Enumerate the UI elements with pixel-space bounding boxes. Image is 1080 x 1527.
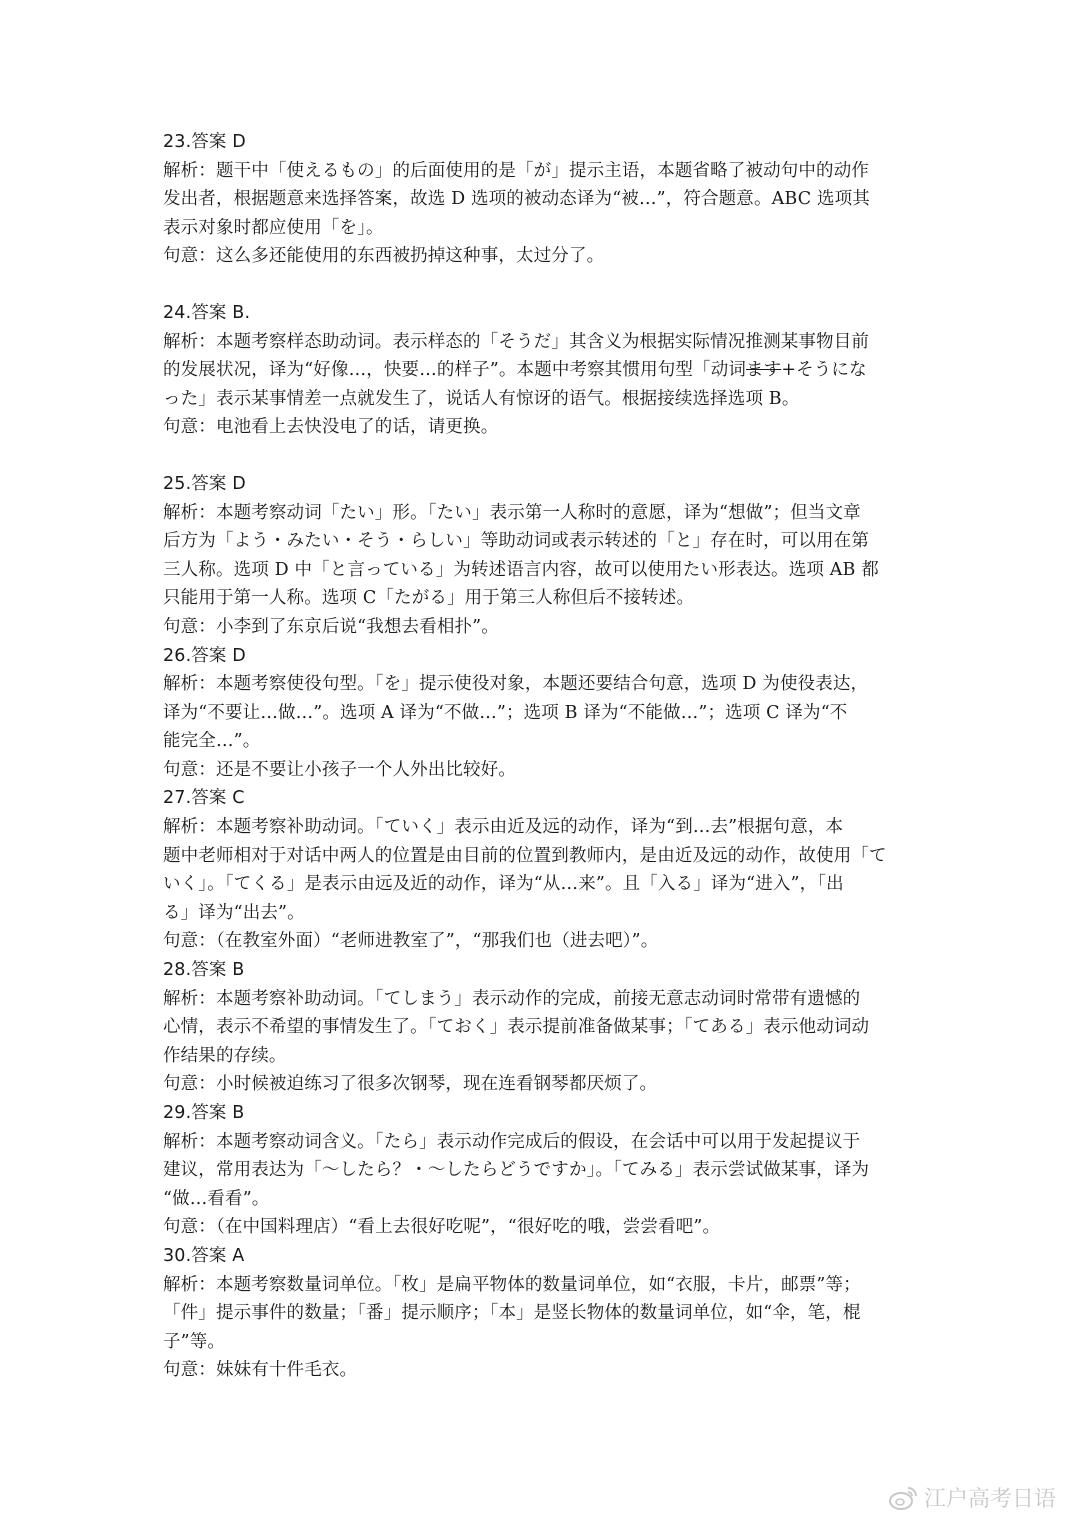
explanation-line: 题中老师相对于对话中两人的位置是由目前的位置到教师内，是由近及远的动作，故使用「て bbox=[163, 845, 887, 866]
explanation-line: る」译为“出去”。 bbox=[163, 902, 305, 923]
answer-heading: 30.答案 A bbox=[163, 1245, 245, 1266]
explanation-line: 解析：本题考察动词「たい」形。「たい」表示第一人称时的意愿，译为“想做”；但当文章 bbox=[163, 502, 861, 523]
explanation-line: 三人称。选项 D 中「と言っている」为转述语言内容，故可以使用たい形表达。选项 AB 都 bbox=[163, 559, 879, 580]
answer-heading: 28.答案 B bbox=[163, 960, 245, 981]
answer-heading: 23.答案 D bbox=[163, 132, 246, 152]
explanation-line: 解析：本题考察使役句型。「を」提示使役对象，本题还要结合句意，选项 D 为使役表达， bbox=[163, 674, 869, 695]
explanation-line: 能完全…”。 bbox=[163, 731, 261, 752]
explanation-line: 心情，表示不希望的事情发生了。「ておく」表示提前准备做某事；「てある」表示他动词动 bbox=[163, 1017, 870, 1038]
explanation-line: 解析：本题考察补助动词。「ていく」表示由近及远的动作，译为“到…去”根据句意，本 bbox=[163, 817, 844, 838]
explanation-line: 解析：题干中「使えるもの」的后面使用的是「が」提示主语，本题省略了被动句中的动作 bbox=[163, 160, 869, 181]
watermark bbox=[888, 1482, 1056, 1513]
explanation-line: 「件」提示事件的数量；「番」提示顺序；「本」是竖长物体的数量词单位，如“伞，笔，棍 bbox=[163, 1303, 861, 1324]
explanation-line: 发出者，根据题意来选择答案，故选 D 选项的被动态译为“被…”，符合题意。ABC 选项其 bbox=[163, 189, 870, 210]
answer-heading: 24.答案 B. bbox=[163, 302, 251, 323]
explanation-line: いく」。「てくる」是表示由远及近的动作，译为“从…来”。且「入る」译为“进入”，「出 bbox=[163, 874, 844, 895]
explanation-line: 后方为「よう・みたい・そう・らしい」等助动词或表示转述的「と」存在时，可以用在第 bbox=[163, 531, 869, 552]
answer-item-23 bbox=[163, 128, 921, 271]
weibo-icon bbox=[888, 1485, 918, 1511]
watermark-text: 江户高考日语 bbox=[923, 1487, 1056, 1512]
sentence-meaning: 句意：（在教室外面）“老师进教室了”，“那我们也（进去吧）”。 bbox=[163, 931, 659, 952]
explanation-line: 子”等。 bbox=[163, 1331, 226, 1352]
sentence-meaning: 句意：小李到了东京后说“我想去看相扑”。 bbox=[163, 616, 499, 637]
explanation-line: 解析：本题考察数量词单位。「枚」是扁平物体的数量词单位，如“衣服，卡片，邮票”等； bbox=[163, 1274, 861, 1295]
explanation-text: 的发展状况，译为“好像…，快要…的样子”。本题中考察其惯用句型「动词 bbox=[163, 360, 746, 381]
answer-heading: 27.答案 C bbox=[163, 788, 245, 809]
sentence-meaning: 句意：还是不要让小孩子一个人外出比较好。 bbox=[163, 759, 516, 780]
answer-item-28 bbox=[163, 956, 921, 1099]
explanation-line: 解析：本题考察补助动词。「てしまう」表示动作的完成，前接无意志动词时常带有遗憾的 bbox=[163, 988, 861, 1009]
explanation-line: 解析：本题考察动词含义。「たら」表示动作完成后的假设，在会话中可以用于发起提议于 bbox=[163, 1131, 861, 1152]
explanation-line: 表示对象时都应使用「を」。 bbox=[163, 217, 384, 238]
explanation-line: 解析：本题考察样态助动词。表示样态的「そうだ」其含义为根据实际情况推测某事物目前 bbox=[163, 331, 869, 352]
sentence-meaning: 句意：电池看上去快没电了的话，请更换。 bbox=[163, 417, 499, 438]
answer-item-24 bbox=[163, 299, 921, 442]
struck-text: ます bbox=[746, 360, 782, 381]
answer-item-29 bbox=[163, 1099, 921, 1242]
answer-heading: 26.答案 D bbox=[163, 645, 246, 666]
explanation-line bbox=[163, 356, 921, 385]
explanation-text: +そうにな bbox=[781, 360, 867, 381]
answer-item-27 bbox=[163, 784, 921, 956]
explanation-line: 作结果的存续。 bbox=[163, 1045, 287, 1066]
sentence-meaning: 句意：小时候被迫练习了很多次钢琴，现在连看钢琴都厌烦了。 bbox=[163, 1074, 658, 1095]
answer-item-26 bbox=[163, 642, 921, 785]
explanation-line: 建议，常用表达为「～したら？・～したらどうですか」。「てみる」表示尝试做某事，译为 bbox=[163, 1160, 870, 1181]
explanation-line: 译为“不要让…做…”。选项 A 译为“不做…”；选项 B 译为“不能做…”；选项 C 译为“不 bbox=[163, 702, 848, 723]
answer-item-25 bbox=[163, 470, 921, 642]
sentence-meaning: 句意：妹妹有十件毛衣。 bbox=[163, 1360, 358, 1381]
explanation-line: 只能用于第一人称。选项 C「たがる」用于第三人称但后不接转述。 bbox=[163, 588, 695, 609]
explanation-line: った」表示某事情差一点就发生了，说话人有惊讶的语气。根据接续选择选项 B。 bbox=[163, 388, 800, 409]
answer-heading: 29.答案 B bbox=[163, 1103, 245, 1123]
sentence-meaning: 句意：（在中国料理店）“看上去很好吃呢”，“很好吃的哦，尝尝看吧”。 bbox=[163, 1217, 721, 1238]
explanation-line: “做…看看”。 bbox=[163, 1188, 270, 1209]
answer-heading: 25.答案 D bbox=[163, 473, 246, 494]
answer-item-30 bbox=[163, 1242, 921, 1385]
answer-explanations bbox=[163, 128, 921, 1385]
sentence-meaning: 句意：这么多还能使用的东西被扔掉这种事，太过分了。 bbox=[163, 246, 605, 267]
